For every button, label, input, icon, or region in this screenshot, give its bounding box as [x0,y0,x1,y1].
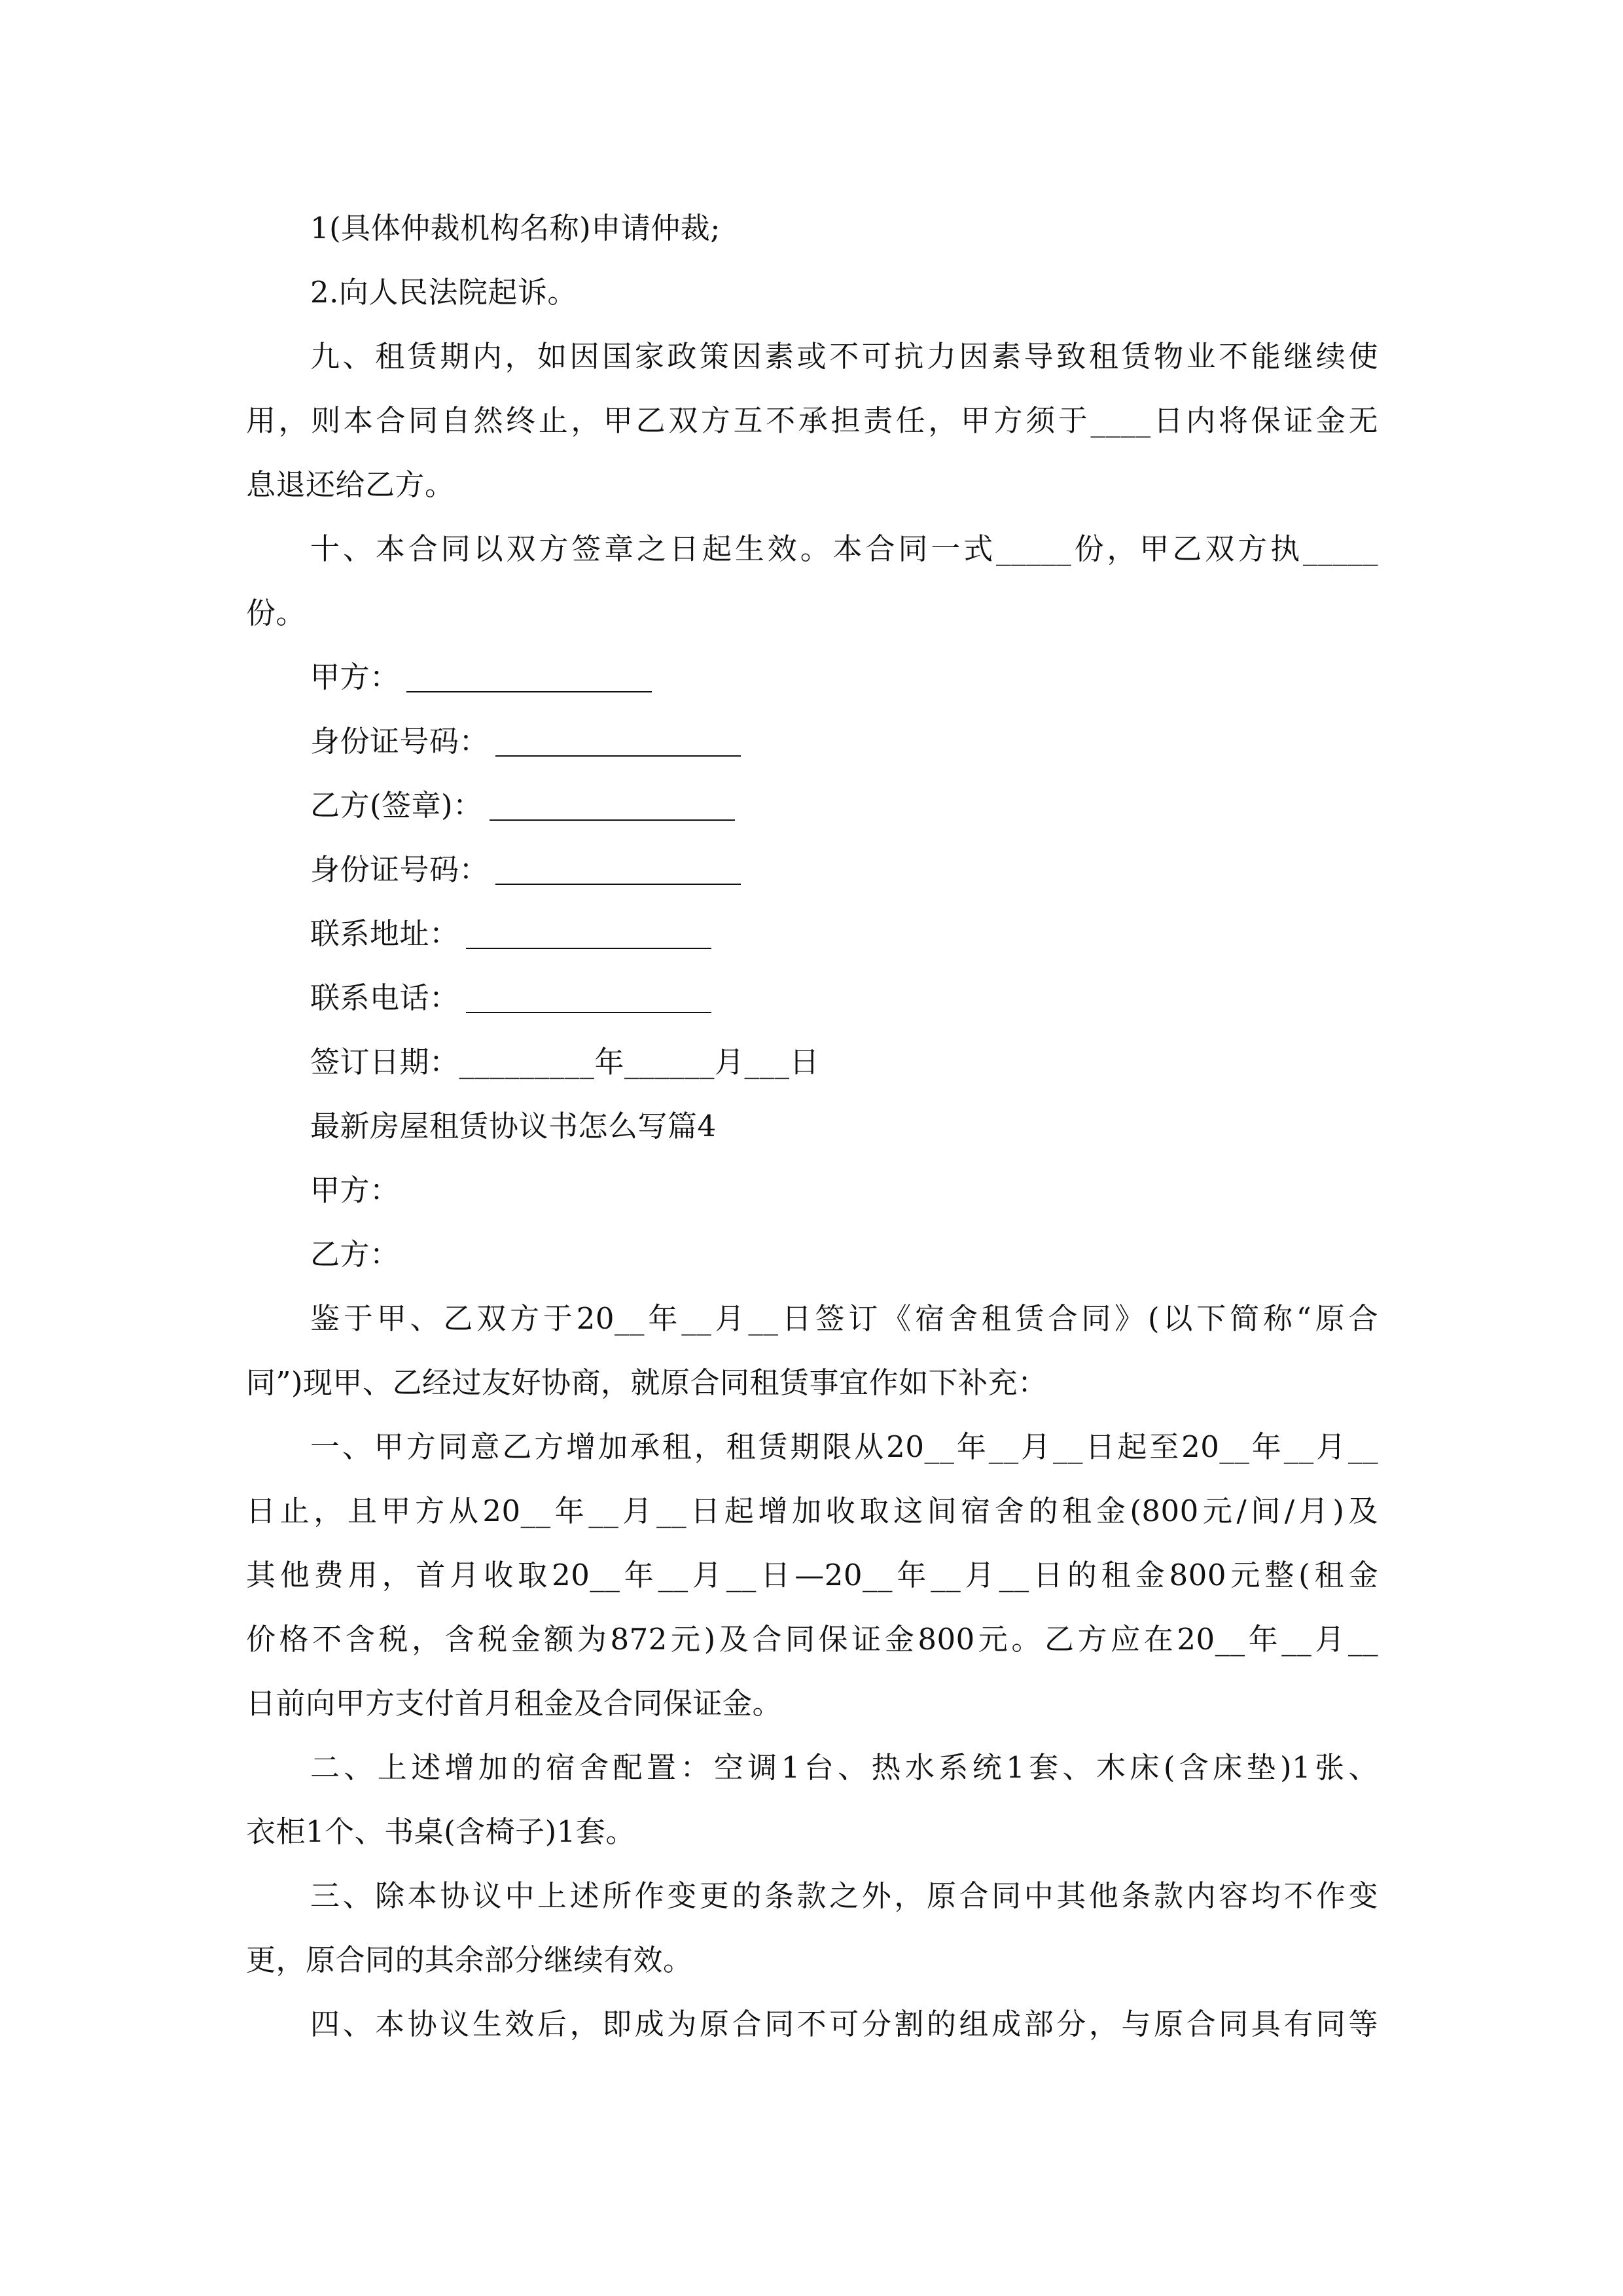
clause-nine-line-2: 用，则本合同自然终止，甲乙双方互不承担责任，甲方须于____日内将保证金无 [246,403,1378,438]
clause-one-line-4: 价格不含税，含税金额为872元)及合同保证金800元。乙方应在20__年__月__ [246,1622,1378,1657]
signature-party-b-label: 乙方(签章)： [310,788,483,823]
clause-three-line-2: 更，原合同的其余部分继续有效。 [246,1943,693,1977]
preamble-line-2: 同”)现甲、乙经过友好协商，就原合同租赁事宜作如下补充： [246,1365,1048,1400]
clause-two-line-2: 衣柜1个、书桌(含椅子)1套。 [246,1814,635,1849]
signature-party-a-id [246,709,1378,774]
clause-ten-line-1: 十、本合同以双方签章之日起生效。本合同一式_____份，甲乙双方执_____ [310,531,1378,566]
clause-one-line-2: 日止，且甲方从20__年__月__日起增加收取这间宿舍的租金(800元/间/月)及 [246,1494,1378,1528]
signature-party-a [246,645,1378,709]
signature-party-a-id-blank [495,729,741,757]
signature-party-a-id-label: 身份证号码： [310,724,490,759]
signature-address [246,902,1378,966]
signature-phone-label: 联系电话： [310,980,459,1015]
signature-party-b-id [246,838,1378,902]
signature-date: 签订日期：_________年______月___日 [310,1045,820,1079]
clause-court: 2.向人民法院起诉。 [310,275,577,310]
clause-one-line-5: 日前向甲方支付首月租金及合同保证金。 [246,1686,783,1721]
signature-phone-blank [466,986,711,1013]
signature-party-b-blank [490,793,735,821]
signature-party-b-id-blank [495,857,741,885]
clause-ten-line-2: 份。 [246,596,306,630]
signature-phone [246,966,1378,1030]
signature-party-b [246,774,1378,838]
clause-four-line-1: 四、本协议生效后，即成为原合同不可分割的组成部分，与原合同具有同等 [310,2007,1378,2041]
signature-address-blank [466,922,711,949]
clause-two-line-1: 二、上述增加的宿舍配置：空调1台、热水系统1套、木床(含床垫)1张、 [310,1750,1378,1785]
signature-party-a-blank [406,665,652,692]
party-b-heading: 乙方： [310,1237,400,1272]
clause-arbitration: 1(具体仲裁机构名称)申请仲裁; [310,211,721,245]
clause-one-line-3: 其他费用，首月收取20__年__月__日—20__年__月__日的租金800元整(租金 [246,1558,1378,1592]
document-body [246,196,1378,2056]
preamble-line-1: 鉴于甲、乙双方于20__年__月__日签订《宿舍租赁合同》(以下简称“原合 [310,1301,1378,1336]
clause-one-line-1: 一、甲方同意乙方增加承租，租赁期限从20__年__月__日起至20__年__月__ [310,1429,1378,1464]
signature-address-label: 联系地址： [310,916,459,951]
section-title: 最新房屋租赁协议书怎么写篇4 [310,1109,717,1143]
signature-party-b-id-label: 身份证号码： [310,852,490,887]
clause-nine-line-3: 息退还给乙方。 [246,467,455,502]
clause-three-line-1: 三、除本协议中上述所作变更的条款之外，原合同中其他条款内容均不作变 [310,1878,1378,1913]
party-a-heading: 甲方： [310,1173,400,1208]
signature-party-a-label: 甲方： [310,660,400,694]
clause-nine-line-1: 九、租赁期内，如因国家政策因素或不可抗力因素导致租赁物业不能继续使 [310,339,1378,374]
